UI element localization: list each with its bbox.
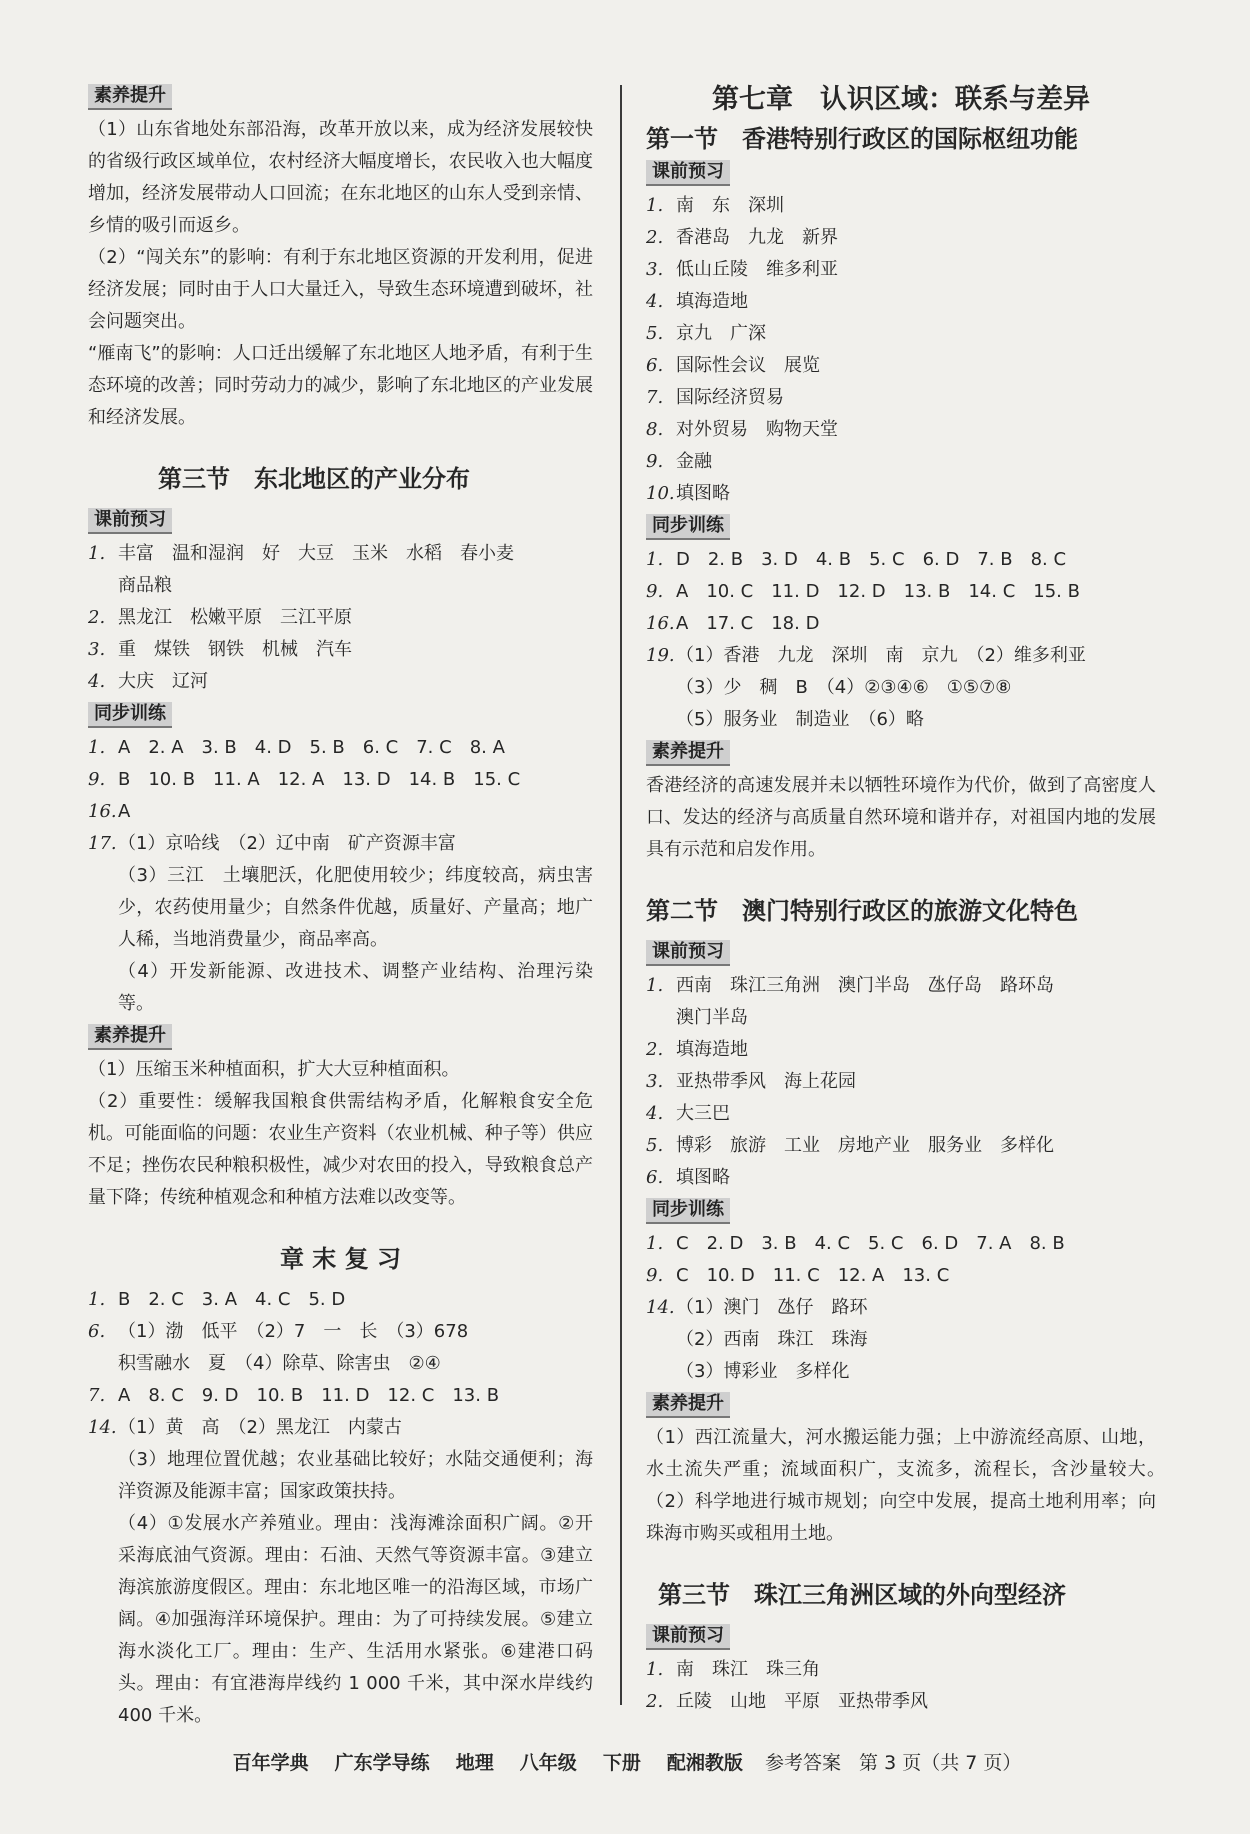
item-text: 低山丘陵 维多利亚 <box>676 259 838 280</box>
section-tag: 同步训练 <box>646 514 730 540</box>
item-continuation: （3）三江 土壤肥沃，化肥使用较少；纬度较高，病虫害少，农药使用量少；自然条件优越，质量好、产量高；地广人稀，当地消费量少，商品率高。 <box>118 865 593 950</box>
answer-item <box>646 1228 1156 1260</box>
item-number: 3. <box>88 639 106 660</box>
answer-item <box>646 1654 1156 1686</box>
item-text: A 10. C 11. D 12. D 13. B 14. C 15. B <box>676 581 1080 602</box>
section-tag: 课前预习 <box>88 508 172 534</box>
answer-item <box>88 666 593 698</box>
section-tag: 课前预习 <box>646 940 730 966</box>
answer-item <box>646 608 1156 640</box>
answer-item <box>646 382 1156 414</box>
answer-item <box>88 538 593 570</box>
brand-name: 百年学典 <box>232 1752 309 1774</box>
item-text: D 2. B 3. D 4. B 5. C 6. D 7. B 8. C <box>676 549 1067 570</box>
item-number: 3. <box>646 1071 664 1092</box>
answer-item <box>646 1162 1156 1194</box>
answer-item <box>88 602 593 634</box>
section-tag: 同步训练 <box>646 1198 730 1224</box>
item-text: A <box>118 801 131 822</box>
paragraph: （1）西江流量大，河水搬运能力强；上中游流经高原、山地，水土流失严重；流域面积广，支流多，流程长，含沙量较大。 （2）科学地进行城市规划；向空中发展，提高土地利用率；向珠海市购买或租用土地。 <box>646 1427 1174 1544</box>
paragraph: （1）压缩玉米种植面积，扩大大豆种植面积。 <box>88 1059 460 1080</box>
subject-label: 地理 <box>455 1752 494 1774</box>
item-number: 1. <box>646 1659 664 1680</box>
volume-label: 下册 <box>602 1752 641 1774</box>
item-number: 7. <box>646 387 664 408</box>
item-continuation: （2）西南 珠江 珠海 <box>676 1329 868 1350</box>
answer-list <box>646 190 1156 510</box>
page-number: 第 3 页（共 7 页） <box>859 1752 1022 1774</box>
answer-item <box>646 1686 1156 1718</box>
item-number: 2. <box>646 227 664 248</box>
answer-item <box>646 1034 1156 1066</box>
item-text: C 10. D 11. C 12. A 13. C <box>676 1265 950 1286</box>
answer-item <box>88 828 593 860</box>
answer-list <box>646 970 1156 1194</box>
section-tag: 素养提升 <box>646 740 730 766</box>
item-number: 5. <box>646 323 664 344</box>
section-heading: 章 末 复 习 <box>279 1244 402 1273</box>
item-text: 博彩 旅游 工业 房地产业 服务业 多样化 <box>676 1135 1054 1156</box>
series-name: 广东学导练 <box>334 1752 430 1774</box>
answer-item <box>646 478 1156 510</box>
item-number: 16. <box>646 613 675 634</box>
item-text: C 2. D 3. B 4. C 5. C 6. D 7. A 8. B <box>676 1233 1065 1254</box>
item-text: 大庆 辽河 <box>118 671 208 692</box>
item-text: 填图略 <box>676 1167 730 1188</box>
item-text: 黑龙江 松嫩平原 三江平原 <box>118 607 352 628</box>
section-tag: 课前预习 <box>646 1624 730 1650</box>
item-text: 丘陵 山地 平原 亚热带季风 <box>676 1691 928 1712</box>
item-text: A 17. C 18. D <box>676 613 820 634</box>
item-number: 1. <box>646 1233 664 1254</box>
item-text: 填海造地 <box>676 291 748 312</box>
chapter-title: 第七章 认识区域：联系与差异 <box>712 84 1090 115</box>
answer-list <box>88 1284 599 1732</box>
item-continuation: 商品粮 <box>118 575 172 596</box>
section-heading: 第三节 东北地区的产业分布 <box>158 464 470 493</box>
section-tag: 课前预习 <box>646 160 730 186</box>
section-tag: 同步训练 <box>88 702 172 728</box>
item-text: 填图略 <box>676 483 730 504</box>
item-text: 亚热带季风 海上花园 <box>676 1071 856 1092</box>
answer-list <box>646 1228 1156 1388</box>
answer-item <box>646 190 1156 222</box>
item-text: （1）京哈线 （2）辽中南 矿产资源丰富 <box>118 833 456 854</box>
item-number: 6. <box>646 355 664 376</box>
item-text: 对外贸易 购物天堂 <box>676 419 838 440</box>
item-text: （1）香港 九龙 深圳 南 京九 （2）维多利亚 <box>676 645 1086 666</box>
section-heading: 第二节 澳门特别行政区的旅游文化特色 <box>646 896 1078 925</box>
item-text: 国际经济贸易 <box>676 387 784 408</box>
item-number: 14. <box>646 1297 675 1318</box>
item-text: B 10. B 11. A 12. A 13. D 14. B 15. C <box>118 769 521 790</box>
answer-item <box>646 254 1156 286</box>
paragraph: （1）山东省地处东部沿海，改革开放以来，成为经济发展较快的省级行政区域单位，农村经济大幅度增长，农民收入也大幅度增加，经济发展带动人口回流；在东北地区的山东人受到亲情、乡情的吸引而返乡。 <box>88 119 593 236</box>
item-number: 1. <box>88 543 106 564</box>
left-column <box>88 80 599 1732</box>
paragraph: （2）“闯关东”的影响：有利于东北地区资源的开发利用，促进经济发展；同时由于人口大量迁入，导致生态环境遭到破坏，社会问题突出。 <box>88 247 593 332</box>
item-number: 2. <box>646 1039 664 1060</box>
answer-item <box>646 640 1156 672</box>
item-number: 2. <box>646 1691 664 1712</box>
item-number: 19. <box>646 645 675 666</box>
item-text: 国际性会议 展览 <box>676 355 820 376</box>
edition-label: 配湘教版 <box>666 1752 743 1774</box>
item-number: 9. <box>646 451 664 472</box>
answer-item <box>88 634 593 666</box>
answer-list <box>646 1654 1156 1718</box>
item-text: 金融 <box>676 451 712 472</box>
answer-item <box>646 414 1156 446</box>
item-continuation: 澳门半岛 <box>676 1007 748 1028</box>
answer-item <box>88 764 593 796</box>
answer-item <box>88 1412 593 1444</box>
item-number: 10. <box>646 483 675 504</box>
paragraph: （2）重要性：缓解我国粮食供需结构矛盾，化解粮食安全危机。可能面临的问题：农业生产资料（农业机械、种子等）供应不足；挫伤农民种粮积极性，减少对农田的投入，导致粮食总产量下降；传统种植观念和种植方法难以改变等。 <box>88 1091 593 1208</box>
item-text: 丰富 温和湿润 好 大豆 玉米 水稻 春小麦 <box>118 543 514 564</box>
item-number: 9. <box>646 1265 664 1286</box>
answer-item <box>646 286 1156 318</box>
answer-item <box>88 1316 593 1348</box>
item-continuation: （4）①发展水产养殖业。理由：浅海滩涂面积广阔。②开采海底油气资源。理由：石油、天然气等资源丰富。③建立海滨旅游度假区。理由：东北地区唯一的沿海区域，市场广阔。④加强海洋环境保护。理由：为了可持续发展。⑤建立海水淡化工厂。理由：生产、生活用水紧张。⑥建港口码头。理由：有宜港海岸线约 1 000 千米，其中深水岸线约 400 千米。 <box>118 1513 599 1726</box>
answer-item <box>88 796 593 828</box>
answer-item <box>646 222 1156 254</box>
section-heading: 第一节 香港特别行政区的国际枢纽功能 <box>646 124 1078 153</box>
section-tag: 素养提升 <box>646 1392 730 1418</box>
page-footer <box>0 1748 1250 1778</box>
answer-item <box>646 446 1156 478</box>
grade-label: 八年级 <box>519 1752 577 1774</box>
item-continuation: （4）开发新能源、改进技术、调整产业结构、治理污染等。 <box>118 961 593 1014</box>
item-text: 填海造地 <box>676 1039 748 1060</box>
item-continuation: （5）服务业 制造业 （6）略 <box>676 709 924 730</box>
item-text: 大三巴 <box>676 1103 730 1124</box>
item-number: 9. <box>646 581 664 602</box>
item-number: 1. <box>646 195 664 216</box>
answer-item <box>646 970 1156 1002</box>
answer-item <box>88 1284 593 1316</box>
item-number: 4. <box>646 291 664 312</box>
item-continuation: （3）博彩业 多样化 <box>676 1361 850 1382</box>
item-text: 南 东 深圳 <box>676 195 784 216</box>
item-text: 京九 广深 <box>676 323 766 344</box>
item-continuation: （3）地理位置优越；农业基础比较好；水陆交通便利；海洋资源及能源丰富；国家政策扶持。 <box>118 1449 593 1502</box>
item-number: 14. <box>88 1417 117 1438</box>
item-continuation: 积雪融水 夏 （4）除草、除害虫 ②④ <box>118 1353 441 1374</box>
item-text: 南 珠江 珠三角 <box>676 1659 820 1680</box>
answer-item <box>646 1066 1156 1098</box>
item-number: 1. <box>646 549 664 570</box>
item-text: B 2. C 3. A 4. C 5. D <box>118 1289 346 1310</box>
answer-item <box>646 1130 1156 1162</box>
item-text: A 8. C 9. D 10. B 11. D 12. C 13. B <box>118 1385 500 1406</box>
item-text: （1）澳门 氹仔 路环 <box>676 1297 868 1318</box>
answer-item <box>88 732 593 764</box>
item-number: 8. <box>646 419 664 440</box>
answer-list <box>88 732 593 1020</box>
answer-item <box>646 544 1156 576</box>
answer-list <box>646 544 1156 736</box>
item-number: 3. <box>646 259 664 280</box>
item-number: 4. <box>88 671 106 692</box>
item-number: 17. <box>88 833 117 854</box>
item-number: 9. <box>88 769 106 790</box>
item-text: （1）渤 低平 （2）7 一 长 （3）678 <box>118 1321 469 1342</box>
item-text: （1）黄 高 （2）黑龙江 内蒙古 <box>118 1417 402 1438</box>
answer-item <box>646 318 1156 350</box>
paragraph: “雁南飞”的影响：人口迁出缓解了东北地区人地矛盾，有利于生态环境的改善；同时劳动力的减少，影响了东北地区的产业发展和经济发展。 <box>88 343 593 428</box>
item-continuation: （3）少 稠 B （4）②③④⑥ ①⑤⑦⑧ <box>676 677 1012 698</box>
item-number: 1. <box>88 1289 106 1310</box>
item-number: 1. <box>646 975 664 996</box>
column-divider <box>620 85 622 1705</box>
answer-list <box>88 538 593 698</box>
item-number: 1. <box>88 737 106 758</box>
answer-item <box>646 1292 1156 1324</box>
item-text: 西南 珠江三角洲 澳门半岛 氹仔岛 路环岛 <box>676 975 1054 996</box>
answer-item <box>646 1098 1156 1130</box>
answer-item <box>646 350 1156 382</box>
answers-label: 参考答案 <box>764 1752 841 1774</box>
item-text: 重 煤铁 钢铁 机械 汽车 <box>118 639 352 660</box>
section-tag: 素养提升 <box>88 1024 172 1050</box>
answer-item <box>646 576 1156 608</box>
section-heading: 第三节 珠江三角洲区域的外向型经济 <box>658 1580 1066 1609</box>
answer-item <box>646 1260 1156 1292</box>
section-tag: 素养提升 <box>88 84 172 110</box>
item-number: 2. <box>88 607 106 628</box>
item-number: 16. <box>88 801 117 822</box>
right-column <box>646 80 1174 1718</box>
paragraph: 香港经济的高速发展并未以牺牲环境作为代价，做到了高密度人口、发达的经济与高质量自然环境和谐并存，对祖国内地的发展具有示范和启发作用。 <box>646 775 1156 860</box>
item-text: A 2. A 3. B 4. D 5. B 6. C 7. C 8. A <box>118 737 505 758</box>
item-number: 6. <box>646 1167 664 1188</box>
item-number: 6. <box>88 1321 106 1342</box>
item-number: 4. <box>646 1103 664 1124</box>
item-text: 香港岛 九龙 新界 <box>676 227 838 248</box>
answer-item <box>88 1380 593 1412</box>
item-number: 7. <box>88 1385 106 1406</box>
item-number: 5. <box>646 1135 664 1156</box>
